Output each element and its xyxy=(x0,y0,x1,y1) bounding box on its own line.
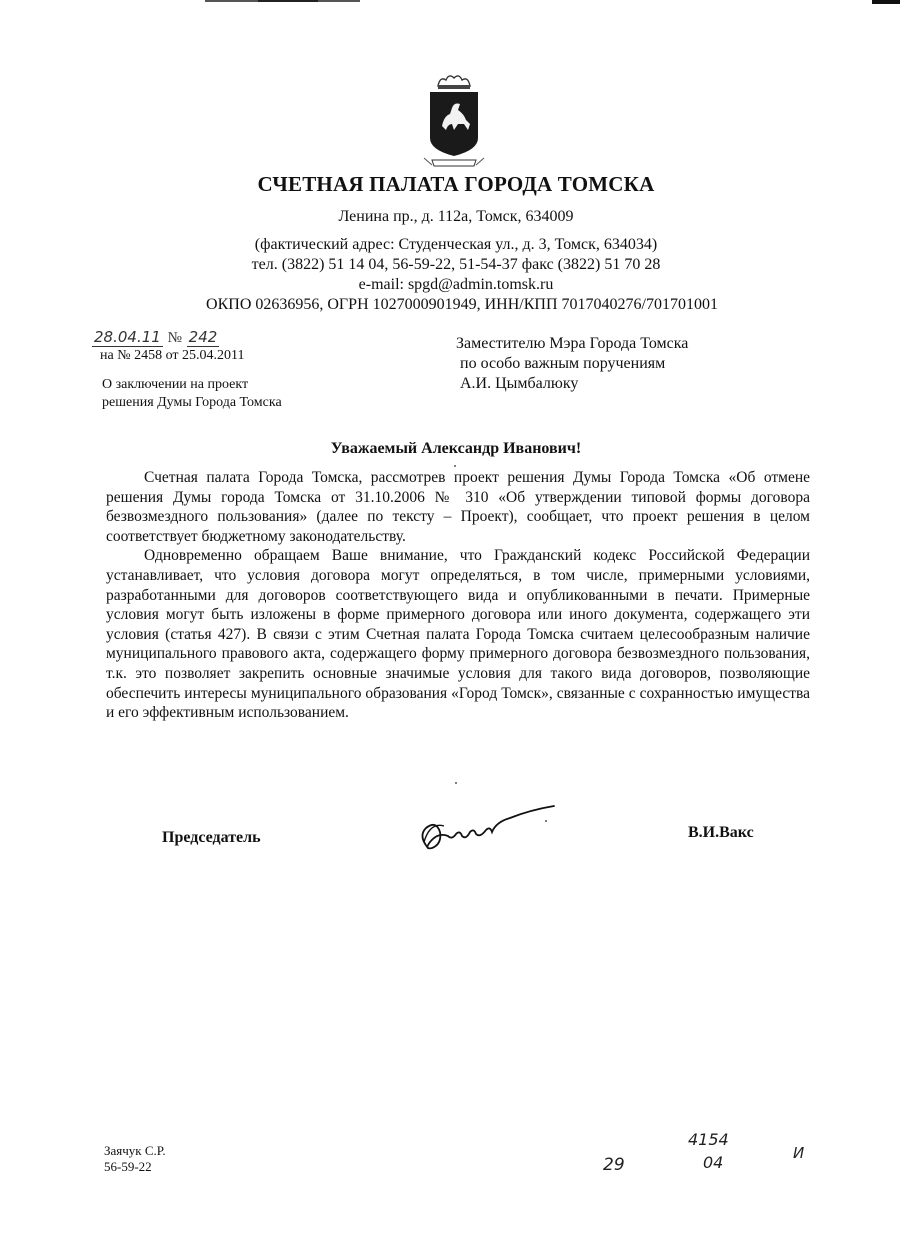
registry-codes: ОКПО 02636956, ОГРН 1027000901949, ИНН/КПП 7017040276/701701001 xyxy=(206,296,718,313)
scan-speck xyxy=(545,820,547,822)
greeting: Уважаемый Александр Иванович! xyxy=(330,440,582,457)
signer-title: Председатель xyxy=(162,829,261,846)
legal-address: Ленина пр., д. 112а, Томск, 634009 xyxy=(338,208,574,225)
phone-numbers: тел. (3822) 51 14 04, 56-59-22, 51-54-37 факс (3822) 51 70 28 xyxy=(251,256,661,273)
organization-name: СЧЕТНАЯ ПАЛАТА ГОРОДА ТОМСКА xyxy=(257,172,655,196)
body-paragraph: Одновременно обращаем Ваше внимание, что Гражданский кодекс Российской Федерации устанавливает, что условия договора могут определяться, в том числе, примерными условиями, разработанными для договоров соответствующего вида и опубликованными в печати. Примерные условия могут быть изложены в форме примерного договора или иного документа, содержащего эти условия (статья 427). В связи с этим Счетная палата Города Томска считаем целесообразным наличие муниципального правового акта, содержащего форму примерного договора безвозмездного пользования, т.к. это позволяет закрепить основные значимые условия для такого вида договоров, позволяющие обеспечить интересы муниципального образования «Город Томск», связанные с сохранностью имущества и его эффективным использованием. xyxy=(106,547,810,722)
addressee-position: Заместителю Мэра Города Томска xyxy=(456,335,689,352)
scan-edge-artifact xyxy=(258,0,318,2)
addressee-block xyxy=(456,334,688,394)
addressee-name: А.И. Цымбалюку xyxy=(460,375,579,392)
scan-speck xyxy=(455,782,457,784)
registration-number: 242 xyxy=(188,328,218,346)
signer-name: В.И.Вакс xyxy=(688,824,754,841)
subject-line: О заключении на проект xyxy=(102,377,249,392)
email-address: e-mail: spgd@admin.tomsk.ru xyxy=(358,276,554,293)
letter-body xyxy=(106,468,810,723)
tomsk-coat-of-arms-icon xyxy=(418,68,490,168)
handwritten-signature-icon xyxy=(410,792,560,862)
handwritten-initial: И xyxy=(793,1144,805,1162)
executor-name: Заячук С.Р. xyxy=(104,1143,166,1158)
registration-date: 28.04.11 xyxy=(94,328,161,346)
body-paragraph: Счетная палата Города Томска, рассмотрев проект решения Думы Города Томска «Об отмене решения Думы города Томска от 31.10.2006 № 310 «Об утверждении типовой формы договора безвозмездного пользования» (далее по тексту – Проект), сообщает, что проект решения в целом соответствует бюджетному законодательству. xyxy=(106,469,810,545)
scan-speck xyxy=(454,465,456,467)
handwritten-month: 04 xyxy=(703,1153,724,1172)
addressee-position-detail: по особо важным поручениям xyxy=(460,355,666,372)
subject-line: решения Думы Города Томска xyxy=(102,395,282,410)
executor-phone: 56-59-22 xyxy=(104,1159,152,1174)
handwritten-day: 29 xyxy=(603,1155,625,1175)
executor-info xyxy=(104,1143,166,1175)
handwritten-incoming-number: 4154 xyxy=(688,1130,729,1149)
actual-address: (фактический адрес: Студенческая ул., д. 3, Томск, 634034) xyxy=(254,236,658,253)
scan-corner-artifact xyxy=(872,0,900,4)
number-sign: № xyxy=(167,330,182,346)
registration-line xyxy=(92,328,219,347)
reply-reference: на № 2458 от 25.04.2011 xyxy=(100,348,245,363)
letter-subject xyxy=(102,376,342,412)
